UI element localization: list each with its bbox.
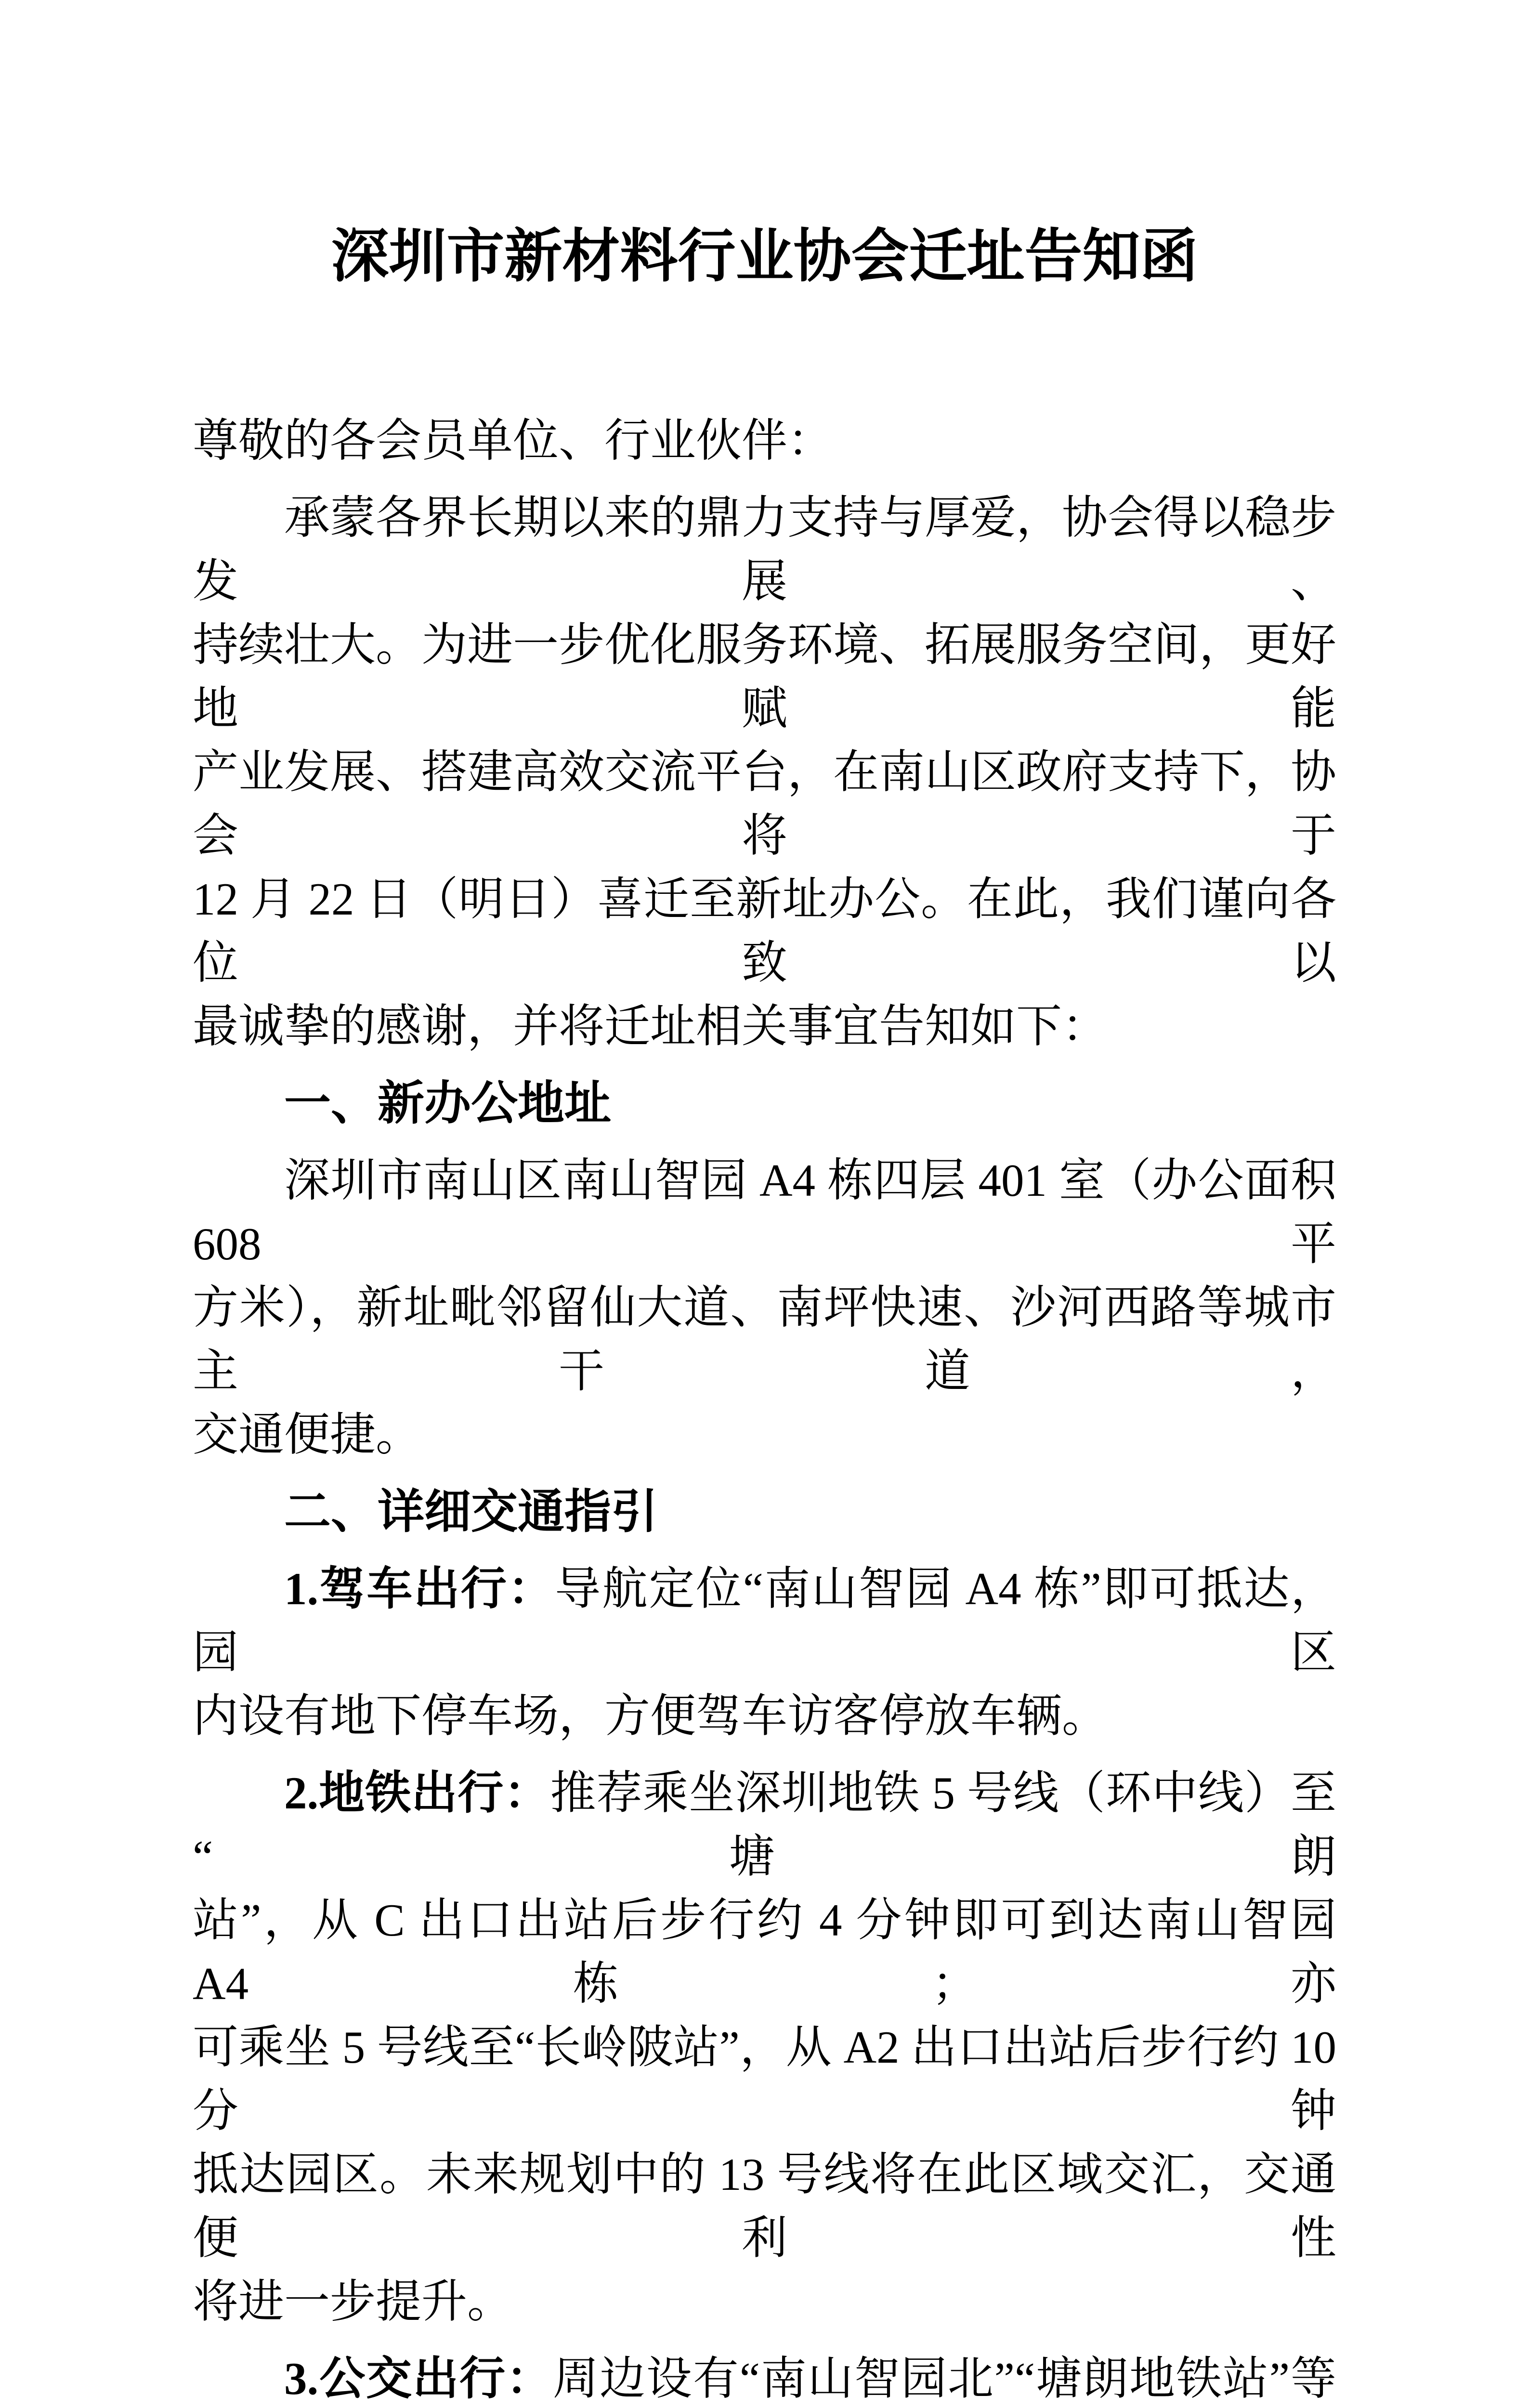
intro-line-3: 产业发展、搭建高效交流平台，在南山区政府支持下，协会将于 [193, 746, 1337, 861]
intro-line-2: 持续壮大。为进一步优化服务环境、拓展服务空间，更好地赋能 [193, 619, 1337, 734]
drive-line-2: 内设有地下停车场，方便驾车访客停放车辆。 [193, 1690, 1108, 1741]
section-heading-new-address: 一、新办公地址 [284, 1077, 611, 1129]
intro-line-4: 12 月 22 日（明日）喜迁至新址办公。在此，我们谨向各位致以 [193, 874, 1336, 988]
drive-line-1 [193, 1557, 1336, 1684]
document-title: 深圳市新材料行业协会迁址告知函 [331, 224, 1198, 288]
metro-item-label: 2.地铁出行： [284, 1767, 550, 1819]
drive-item-text: 导航定位“南山智园 A4 栋”即可抵达，园区 [193, 1563, 1336, 1678]
address-line-3: 交通便捷。 [193, 1409, 422, 1460]
bus-item-label: 3.公交出行： [284, 2353, 553, 2404]
section-heading-traffic-guide: 二、详细交通指引 [284, 1485, 658, 1538]
address-line-2: 方米），新址毗邻留仙大道、南坪快速、沙河西路等城市主干道， [193, 1282, 1336, 1397]
metro-line-5: 将进一步提升。 [193, 2276, 513, 2327]
intro-line-5: 最诚挚的感谢，并将迁址相关事宜告知如下： [193, 1001, 1108, 1052]
metro-line-4: 抵达园区。未来规划中的 13 号线将在此区域交汇，交通便利性 [193, 2149, 1336, 2264]
metro-item-text: 推荐乘坐深圳地铁 5 号线（环中线）至“塘朗 [193, 1767, 1336, 1882]
drive-item-label: 1.驾车出行： [284, 1563, 555, 1614]
address-line-1: 深圳市南山区南山智园 A4 栋四层 401 室（办公面积 608 平 [193, 1155, 1336, 1269]
salutation-line: 尊敬的各会员单位、行业伙伴： [193, 415, 834, 466]
metro-line-1 [193, 1761, 1336, 1888]
metro-line-2: 站”，从 C 出口出站后步行约 4 分钟即可到达南山智园 A4 栋；亦 [193, 1895, 1336, 2009]
metro-line-3: 可乘坐 5 号线至“长岭陂站”，从 A2 出口出站后步行约 10 分钟 [193, 2022, 1337, 2136]
bus-line-1 [193, 2347, 1336, 2408]
bus-item-text: 周边设有“南山智园北”“塘朗地铁站”等 [553, 2353, 1336, 2404]
document-page [0, 219, 1529, 2404]
intro-line-1: 承蒙各界长期以来的鼎力支持与厚爱，协会得以稳步发展、 [193, 492, 1337, 607]
